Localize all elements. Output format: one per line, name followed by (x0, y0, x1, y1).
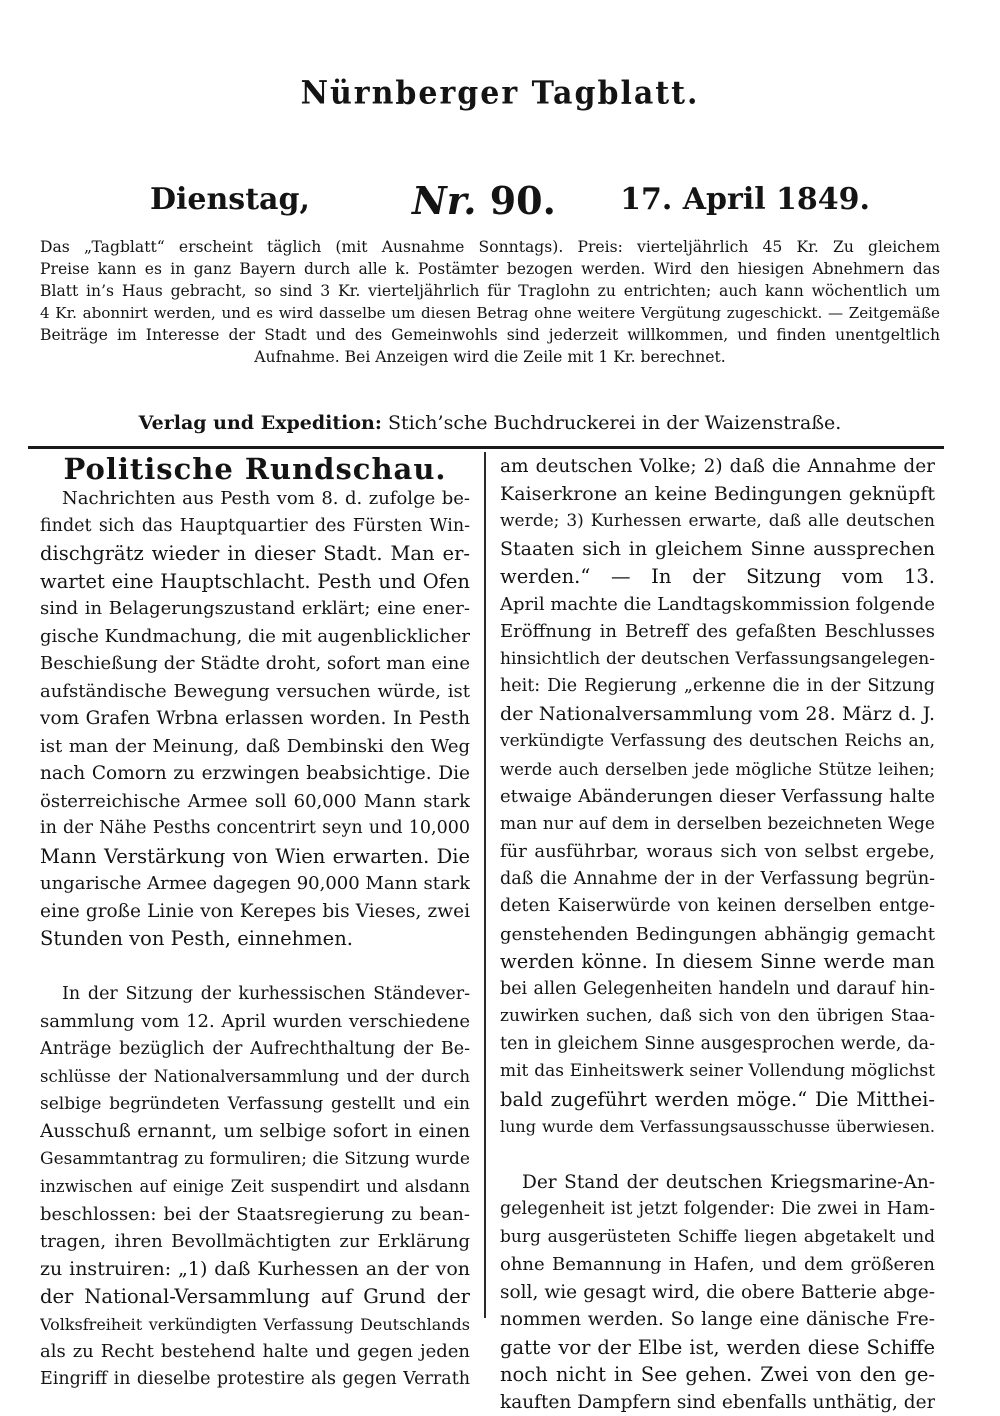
column-rule (484, 452, 486, 1318)
article-line: zu instruiren: „1) daß Kurhessen an der von (40, 1256, 470, 1284)
issue-number-value: 90. (490, 178, 556, 223)
article-line: dischgrätz wieder in dieser Stadt. Man er- (40, 540, 470, 568)
article-line: schlüsse der Nationalversammlung und der durch (40, 1063, 470, 1091)
imprint-label: Verlag und Expedition: (139, 412, 382, 434)
article-line: Staaten sich in gleichem Sinne aussprechen (500, 536, 935, 564)
weekday: Dienstag, (150, 182, 310, 217)
article-line: Eröffnung in Betreff des gefaßten Beschlusses (500, 618, 935, 646)
issue-date: 17. April 1849. (620, 182, 870, 217)
masthead-title: Nürnberger Tagblatt. (0, 39, 1000, 149)
article-line: ten in gleichem Sinne ausgesprochen werde, da- (500, 1031, 935, 1059)
article-line: österreichische Armee soll 60,000 Mann stark (40, 788, 470, 816)
article-line: soll, wie gesagt wird, die obere Batterie abge- (500, 1279, 935, 1307)
article-line: hinsichtlich der deutschen Verfassungsangelegen- (500, 646, 935, 674)
article-line: burg ausgerüsteten Schiffe liegen abgetakelt und (500, 1224, 935, 1252)
article-line: In der Sitzung der kurhessischen Ständever- (40, 981, 470, 1009)
article-line: beschlossen: bei der Staatsregierung zu bean- (40, 1201, 470, 1229)
article-line: gatte vor der Elbe ist, werden diese Schiffe (500, 1334, 935, 1362)
article-line: Beschießung der Städte droht, sofort man eine (40, 650, 470, 678)
article-line: Mann Verstärkung von Wien erwarten. Die (40, 843, 470, 871)
header-rule (28, 446, 944, 449)
article-line: aufständische Bewegung versuchen würde, ist (40, 678, 470, 706)
article-line: lung wurde dem Verfassungsausschusse überwiesen. (500, 1113, 935, 1141)
paragraph-gap (500, 1141, 935, 1169)
left-column (40, 485, 470, 1393)
article-line: zuwirken suchen, daß sich von den übrigen Staa- (500, 1003, 935, 1031)
article-line: der Nationalversammlung vom 28. März d. J. (500, 701, 935, 729)
article-line: nommen werden. So lange eine dänische Fre- (500, 1306, 935, 1334)
article-line: gelegenheit ist jetzt folgender: Die zwei in Ham- (500, 1196, 935, 1224)
paragraph-gap (40, 953, 470, 981)
article-line: kauften Dampfern sind ebenfalls unthätig, der (500, 1389, 935, 1416)
article-line: Anträge bezüglich der Aufrechthaltung der Be- (40, 1036, 470, 1064)
dateline (150, 178, 870, 222)
issue-prefix: Nr. (412, 178, 477, 223)
article-line: Nachrichten aus Pesth vom 8. d. zufolge be- (40, 485, 470, 513)
article-line: Der Stand der deutschen Kriegsmarine-An- (500, 1169, 935, 1197)
article-line: April machte die Landtagskommission folgende (500, 591, 935, 619)
article-line: findet sich das Hauptquartier des Fürsten Win- (40, 513, 470, 541)
article-line: Ausschuß ernannt, um selbige sofort in einen (40, 1118, 470, 1146)
section-title: Politische Rundschau. (40, 452, 470, 486)
article-line: ist man der Meinung, daß Dembinski den Weg (40, 733, 470, 761)
imprint-text: Stich’sche Buchdruckerei in der Waizenstraße. (388, 412, 841, 434)
article-line: der National-Versammlung auf Grund der (40, 1283, 470, 1311)
right-column (500, 453, 935, 1416)
article-line: als zu Recht bestehend halte und gegen jeden (40, 1338, 470, 1366)
notice-line: Beiträge im Interesse der Stadt und des Gemeinwohls sind jederzeit willkommen, und finden unentgeltlich (40, 324, 940, 346)
article-line: ungarische Armee dagegen 90,000 Mann stark (40, 870, 470, 898)
publisher-imprint (40, 412, 940, 434)
article-line: werden könne. In diesem Sinne werde man (500, 948, 935, 976)
article-line: verkündigte Verfassung des deutschen Reichs an, (500, 728, 935, 756)
article-line: am deutschen Volke; 2) daß die Annahme der (500, 453, 935, 481)
article-line: in der Nähe Pesths concentrirt seyn und 10,000 (40, 815, 470, 843)
article-line: Kaiserkrone an keine Bedingungen geknüpft (500, 481, 935, 509)
notice-line: 4 Kr. abonnirt werden, und es wird dasselbe um diesen Betrag ohne weitere Vergütung zugeschickt. — Zeitgemäße (40, 302, 940, 324)
article-line: Eingriff in dieselbe protestire als gegen Verrath (40, 1366, 470, 1394)
article-line: noch nicht in See gehen. Zwei von den ge- (500, 1361, 935, 1389)
article-line: gische Kundmachung, die mit augenblicklicher (40, 623, 470, 651)
article-line: vom Grafen Wrbna erlassen worden. In Pesth (40, 705, 470, 733)
article-line: sammlung vom 12. April wurden verschiedene (40, 1008, 470, 1036)
notice-line: Preise kann es in ganz Bayern durch alle k. Postämter bezogen werden. Wird den hiesigen Abnehmern das (40, 258, 940, 280)
article-line: bald zugeführt werden möge.“ Die Mitthei- (500, 1086, 935, 1114)
article-line: genstehenden Bedingungen abhängig gemacht (500, 921, 935, 949)
article-line: etwaige Abänderungen dieser Verfassung halte (500, 783, 935, 811)
article-line: eine große Linie von Kerepes bis Vieses, zwei (40, 898, 470, 926)
article-line: bei allen Gelegenheiten handeln und darauf hin- (500, 976, 935, 1004)
article-line: man nur auf dem in derselben bezeichneten Wege (500, 811, 935, 839)
article-line: heit: Die Regierung „erkenne die in der Sitzung (500, 673, 935, 701)
article-line: sind in Belagerungszustand erklärt; eine ener- (40, 595, 470, 623)
article-line: mit das Einheitswerk seiner Vollendung möglichst (500, 1058, 935, 1086)
article-line: Stunden von Pesth, einnehmen. (40, 925, 470, 953)
article-line: ohne Bemannung in Hafen, und dem größeren (500, 1251, 935, 1279)
notice-line: Das „Tagblatt“ erscheint täglich (mit Ausnahme Sonntags). Preis: vierteljährlich 45 Kr. Zu gleichem (40, 236, 940, 258)
article-line: werde; 3) Kurhessen erwarte, daß alle deutschen (500, 508, 935, 536)
article-line: für ausführbar, woraus sich von selbst ergebe, (500, 838, 935, 866)
article-line: selbige begründeten Verfassung gestellt und ein (40, 1091, 470, 1119)
article-line: inzwischen auf einige Zeit suspendirt und alsdann (40, 1173, 470, 1201)
article-line: deten Kaiserwürde von keinen derselben entge- (500, 893, 935, 921)
article-line: Volksfreiheit verkündigten Verfassung Deutschlands (40, 1311, 470, 1339)
article-line: tragen, ihren Bevollmächtigten zur Erklärung (40, 1228, 470, 1256)
article-line: wartet eine Hauptschlacht. Pesth und Ofen (40, 568, 470, 596)
issue-number (412, 178, 556, 223)
subscription-notice (40, 236, 940, 368)
article-line: werde auch derselben jede mögliche Stütze leihen; (500, 756, 935, 784)
article-line: werden.“ — In der Sitzung vom 13. (500, 563, 935, 591)
notice-line: Blatt in’s Haus gebracht, so sind 3 Kr. vierteljährlich für Traglohn zu entrichten; auch kann wöchentlich um (40, 280, 940, 302)
notice-line: Aufnahme. Bei Anzeigen wird die Zeile mit 1 Kr. berechnet. (40, 346, 940, 368)
article-line: nach Comorn zu erzwingen beabsichtige. Die (40, 760, 470, 788)
article-line: daß die Annahme der in der Verfassung begrün- (500, 866, 935, 894)
article-line: Gesammtantrag zu formuliren; die Sitzung wurde (40, 1146, 470, 1174)
